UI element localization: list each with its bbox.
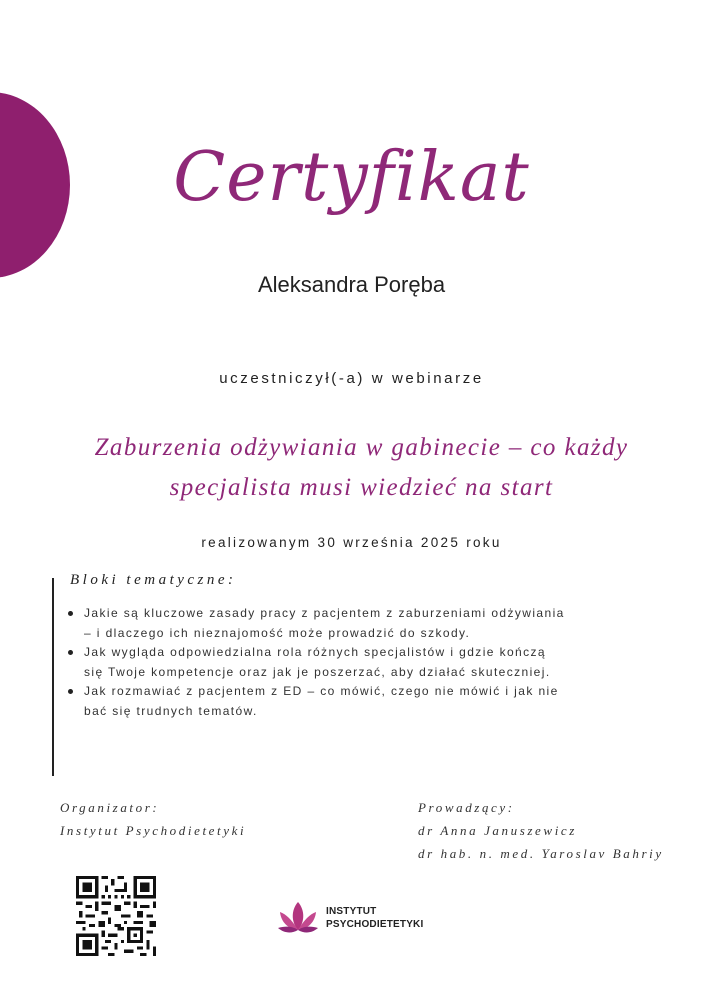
lotus-icon	[276, 896, 320, 940]
organizer-name: Instytut Psychodietetyki	[60, 823, 247, 838]
leader-name: dr Anna Januszewicz	[418, 823, 577, 838]
leaders-label: Prowadzący:	[418, 800, 515, 815]
topic-text: Jakie są kluczowe zasady pracy z pacjentem z zaburzeniami odżywiania – i dlaczego ich nieznajomość może prowadzić do szkody.	[84, 606, 565, 640]
date-text: realizowanym 30 września 2025 roku	[201, 535, 502, 550]
recipient-name: Aleksandra Poręba	[257, 272, 446, 297]
logo-line-2: PSYCHODIETETYKI	[326, 919, 424, 930]
institute-logo	[276, 896, 423, 940]
leader-name: dr hab. n. med. Yaroslav Bahriy	[418, 846, 664, 861]
webinar-title: Zaburzenia odżywiania w gabinecie – co każdy specjalista musi wiedzieć na start	[94, 434, 629, 501]
blocks-heading: Bloki tematyczne:	[70, 572, 237, 588]
list-item	[66, 682, 566, 721]
participation-text: uczestniczył(-a) w webinarze	[219, 370, 484, 387]
bullet-icon	[68, 611, 73, 616]
logo-text	[326, 905, 423, 931]
topics-list	[66, 604, 566, 721]
blocks-divider	[52, 578, 54, 776]
bullet-icon	[68, 650, 73, 655]
list-item	[66, 604, 566, 643]
topic-text: Jak rozmawiać z pacjentem z ED – co mówić, czego nie mówić i jak nie bać się trudnych tematów.	[84, 684, 559, 718]
topic-text: Jak wygląda odpowiedzialna rola różnych specjalistów i gdzie kończą się Twoje kompetencje oraz jak je poszerzać, aby działać skuteczniej.	[84, 645, 551, 679]
bullet-icon	[68, 689, 73, 694]
organizer-label: Organizator:	[60, 800, 160, 815]
logo-line-1: INSTYTUT	[326, 906, 377, 917]
certificate-title: Certyfikat	[173, 138, 530, 217]
qr-code-icon[interactable]	[76, 876, 156, 956]
list-item	[66, 643, 566, 682]
